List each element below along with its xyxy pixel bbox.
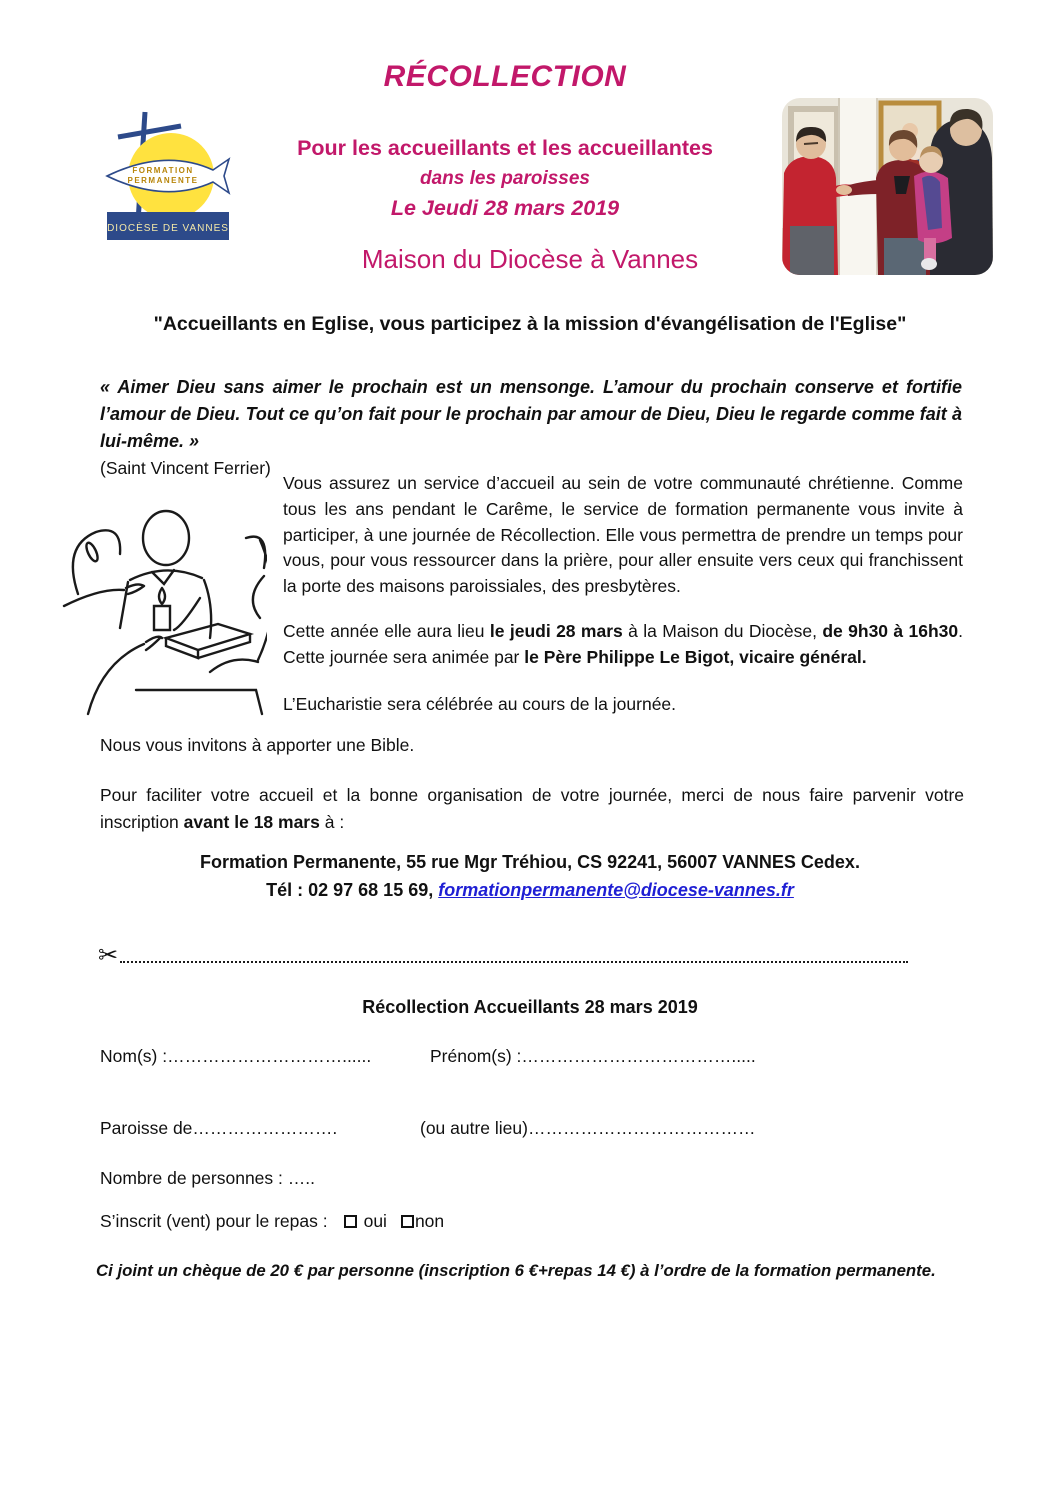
audience-sub-line: dans les paroisses: [419, 168, 591, 189]
field-repas: [100, 1211, 444, 1232]
scissors-icon: ✂: [98, 942, 119, 969]
logo-fish-text-1: FORMATION: [132, 166, 194, 175]
cheque-note: Ci joint un chèque de 20 € par personne (inscription 6 €+repas 14 €) à l’ordre de la formation permanente.: [96, 1261, 936, 1280]
paragraph-service-accueil: Vous assurez un service d’accueil au sein de votre communauté chrétienne. Comme tous les ans pendant le Carême, le service de formation permanente vous invite à participer, à une journée de Récollection. Elle vous permettra de prendre un temps pour vous, pour vous ressourcer dans la prière, pour aller ensuite vers ceux qui franchissent la porte des maisons paroissiales, des presbytères.: [283, 473, 963, 597]
bible-note: Nous vous invitons à apporter une Bible.: [100, 735, 415, 755]
logo-banner-text: DIOCÈSE DE VANNES: [107, 223, 229, 234]
checkbox-non[interactable]: [401, 1215, 414, 1228]
quote-text: « Aimer Dieu sans aimer le prochain est un mensonge. L’amour du prochain conserve et fortifie l’amour de Dieu. Tout ce qu’on fait pour le prochain par amour de Dieu, Dieu le regarde comme fait à lui-même. »: [100, 377, 962, 451]
email-link[interactable]: formationpermanente@diocese-vannes.fr: [438, 879, 794, 900]
form-title: Récollection Accueillants 28 mars 2019: [362, 997, 698, 1017]
inscription-note: Pour faciliter votre accueil et la bonne organisation de votre journée, merci de nous faire parvenir votre inscription avant le 18 mars à :: [100, 785, 964, 832]
headline: "Accueillants en Eglise, vous participez à la mission d'évangélisation de l'Eglise": [153, 313, 907, 335]
main-paragraphs: [283, 471, 963, 717]
date-line: Le Jeudi 28 mars 2019: [390, 196, 620, 220]
bible-study-sketch: [60, 476, 267, 716]
repas-label: S’inscrit (vent) pour le repas :: [100, 1211, 328, 1231]
page-title: RÉCOLLECTION: [383, 60, 627, 93]
field-paroisse: Paroisse de…………………….: [100, 1118, 338, 1138]
welcome-photo-graphic: [782, 98, 993, 275]
venue-line: Maison du Diocèse à Vannes: [361, 244, 699, 274]
paragraph-eucharistie: L’Eucharistie sera célébrée au cours de la journée.: [283, 693, 677, 714]
field-nombre-personnes: Nombre de personnes : …..: [100, 1168, 315, 1188]
logo-fish-text-2: PERMANENTE: [127, 176, 199, 185]
bible-study-sketch-graphic: [60, 476, 267, 716]
address-block: [98, 849, 962, 904]
quote-attribution: (Saint Vincent Ferrier): [100, 458, 271, 478]
contact-line: Tél : 02 97 68 15 69, formationpermanente@diocese-vannes.fr: [266, 879, 794, 900]
non-label: non: [414, 1211, 445, 1231]
dotted-rule: [120, 961, 908, 963]
checkbox-oui[interactable]: [344, 1215, 357, 1228]
cut-line: [98, 944, 908, 968]
oui-label: oui: [363, 1211, 387, 1231]
welcome-photo: [782, 98, 993, 275]
audience-line: Pour les accueillants et les accueillantes: [297, 136, 713, 160]
field-autre-lieu: (ou autre lieu)…………………………………: [420, 1118, 756, 1138]
field-nom: Nom(s) :…………………………......: [100, 1046, 372, 1066]
address-line: Formation Permanente, 55 rue Mgr Tréhiou, CS 92241, 56007 VANNES Cedex.: [200, 852, 860, 872]
paragraph-date-lieu: Cette année elle aura lieu le jeudi 28 mars à la Maison du Diocèse, de 9h30 à 16h30. Cette journée sera animée par le Père Philippe Le Bigot, vicaire général.: [283, 620, 964, 667]
field-prenom: Prénom(s) :……………………………….....: [430, 1046, 756, 1066]
quote-block: [100, 374, 962, 482]
